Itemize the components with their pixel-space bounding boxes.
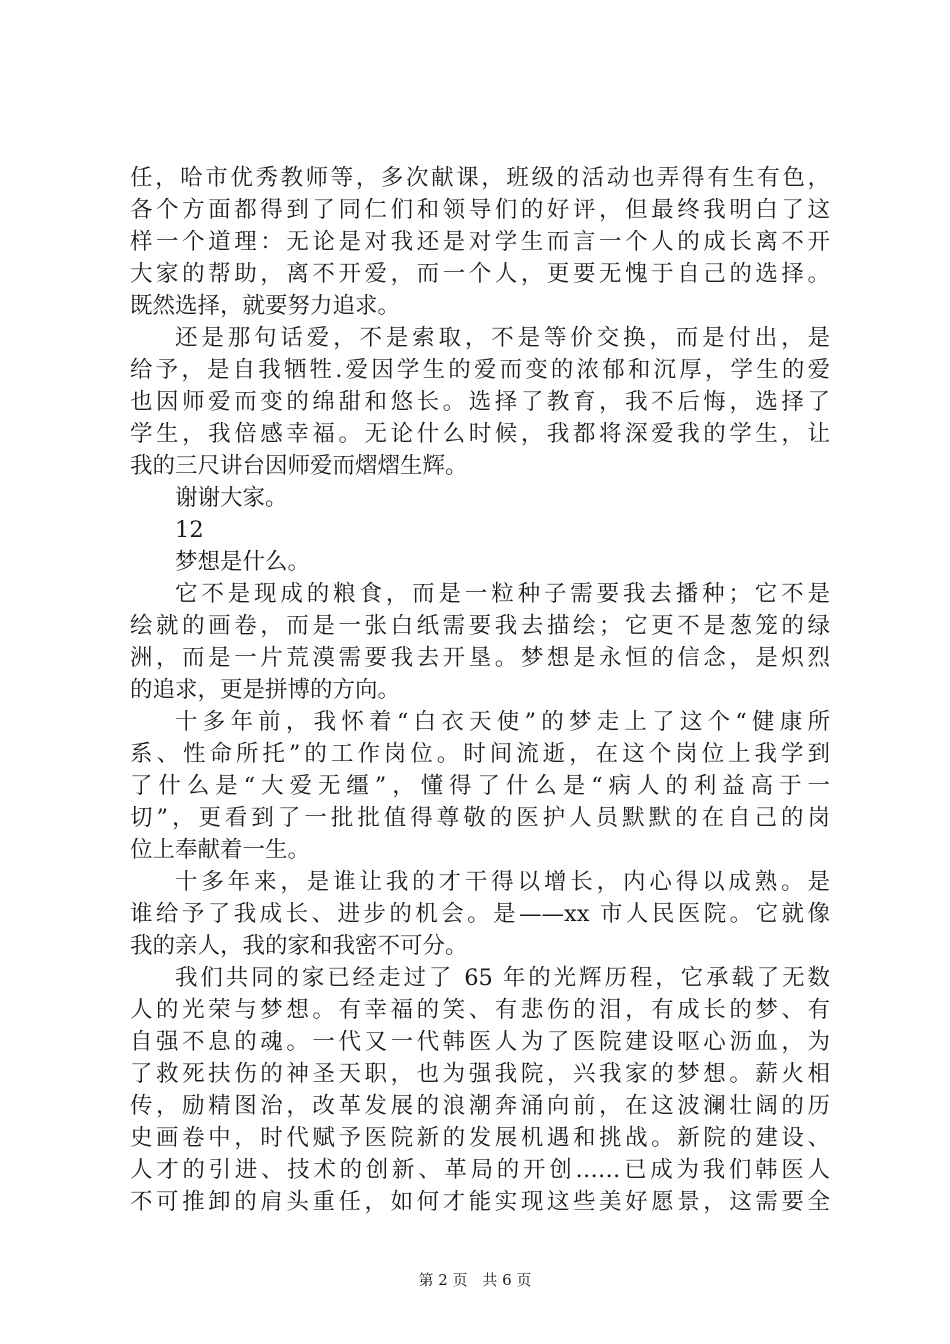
text-line: 系、性命所托”的工作岗位。时间流逝，在这个岗位上我学到 xyxy=(130,741,830,767)
page-footer xyxy=(0,1270,950,1290)
text-line: 了救死扶伤的神圣天职，也为强我院，兴我家的梦想。薪火相 xyxy=(130,1061,830,1087)
text-line: 传，励精图治，改革发展的浪潮奔涌向前，在这波澜壮阔的历 xyxy=(130,1093,830,1119)
text-line: 绘就的画卷，而是一张白纸需要我去描绘；它更不是葱笼的绿 xyxy=(130,613,830,639)
text-line: 既然选择，就要努力追求。 xyxy=(130,293,401,319)
text-line: 样一个道理：无论是对我还是对学生而言一个人的成长离不开 xyxy=(130,229,830,255)
text-line: 十多年来，是谁让我的才干得以增长，内心得以成熟。是 xyxy=(175,869,830,895)
text-line: 位上奉献着一生。 xyxy=(130,837,311,863)
text-line: 切”，更看到了一批批值得尊敬的医护人员默默的在自己的岗 xyxy=(130,805,830,831)
text-line: 人才的引进、技术的创新、革局的开创……已成为我们韩医人 xyxy=(130,1157,830,1183)
text-line: 十多年前，我怀着“白衣天使”的梦走上了这个“健康所 xyxy=(175,709,830,735)
text-line: 人的光荣与梦想。有幸福的笑、有悲伤的泪，有成长的梦、有 xyxy=(130,997,830,1023)
text-line: 谢谢大家。 xyxy=(175,485,288,511)
text-line: 谁给予了我成长、进步的机会。是——xx 市人民医院。它就像 xyxy=(130,901,830,927)
text-line: 12 xyxy=(175,517,204,543)
text-line: 它不是现成的粮食，而是一粒种子需要我去播种；它不是 xyxy=(175,581,830,607)
text-line: 大家的帮助，离不开爱，而一个人，更要无愧于自己的选择。 xyxy=(130,261,830,287)
page-total: 共 6 页 xyxy=(482,1271,532,1289)
text-line: 的追求，更是拼博的方向。 xyxy=(130,677,401,703)
text-line: 我的亲人，我的家和我密不可分。 xyxy=(130,933,468,959)
text-line: 不可推卸的肩头重任，如何才能实现这些美好愿景，这需要全 xyxy=(130,1189,830,1215)
text-line: 还是那句话爱，不是索取，不是等价交换，而是付出，是 xyxy=(175,325,830,351)
text-line: 梦想是什么。 xyxy=(175,549,311,575)
text-line: 史画卷中，时代赋予医院新的发展机遇和挑战。新院的建设、 xyxy=(130,1125,830,1151)
text-line: 自强不息的魂。一代又一代韩医人为了医院建设呕心沥血，为 xyxy=(130,1029,830,1055)
page-number: 第 2 页 xyxy=(418,1271,468,1289)
text-line: 我们共同的家已经走过了 65 年的光辉历程，它承载了无数 xyxy=(175,965,830,991)
text-line: 各个方面都得到了同仁们和领导们的好评，但最终我明白了这 xyxy=(130,197,830,223)
text-line: 了什么是“大爱无缰”，懂得了什么是“病人的利益高于一 xyxy=(130,773,830,799)
text-line: 洲，而是一片荒漠需要我去开垦。梦想是永恒的信念，是炽烈 xyxy=(130,645,830,671)
text-line: 任，哈市优秀教师等，多次献课，班级的活动也弄得有生有色， xyxy=(130,165,830,191)
text-line: 给予，是自我牺牲.爱因学生的爱而变的浓郁和沉厚，学生的爱 xyxy=(130,357,830,383)
text-line: 也因师爱而变的绵甜和悠长。选择了教育，我不后悔，选择了 xyxy=(130,389,830,415)
document-body xyxy=(130,162,830,1218)
text-line: 我的三尺讲台因师爱而熠熠生辉。 xyxy=(130,453,468,479)
text-line: 学生，我倍感幸福。无论什么时候，我都将深爱我的学生，让 xyxy=(130,421,830,447)
